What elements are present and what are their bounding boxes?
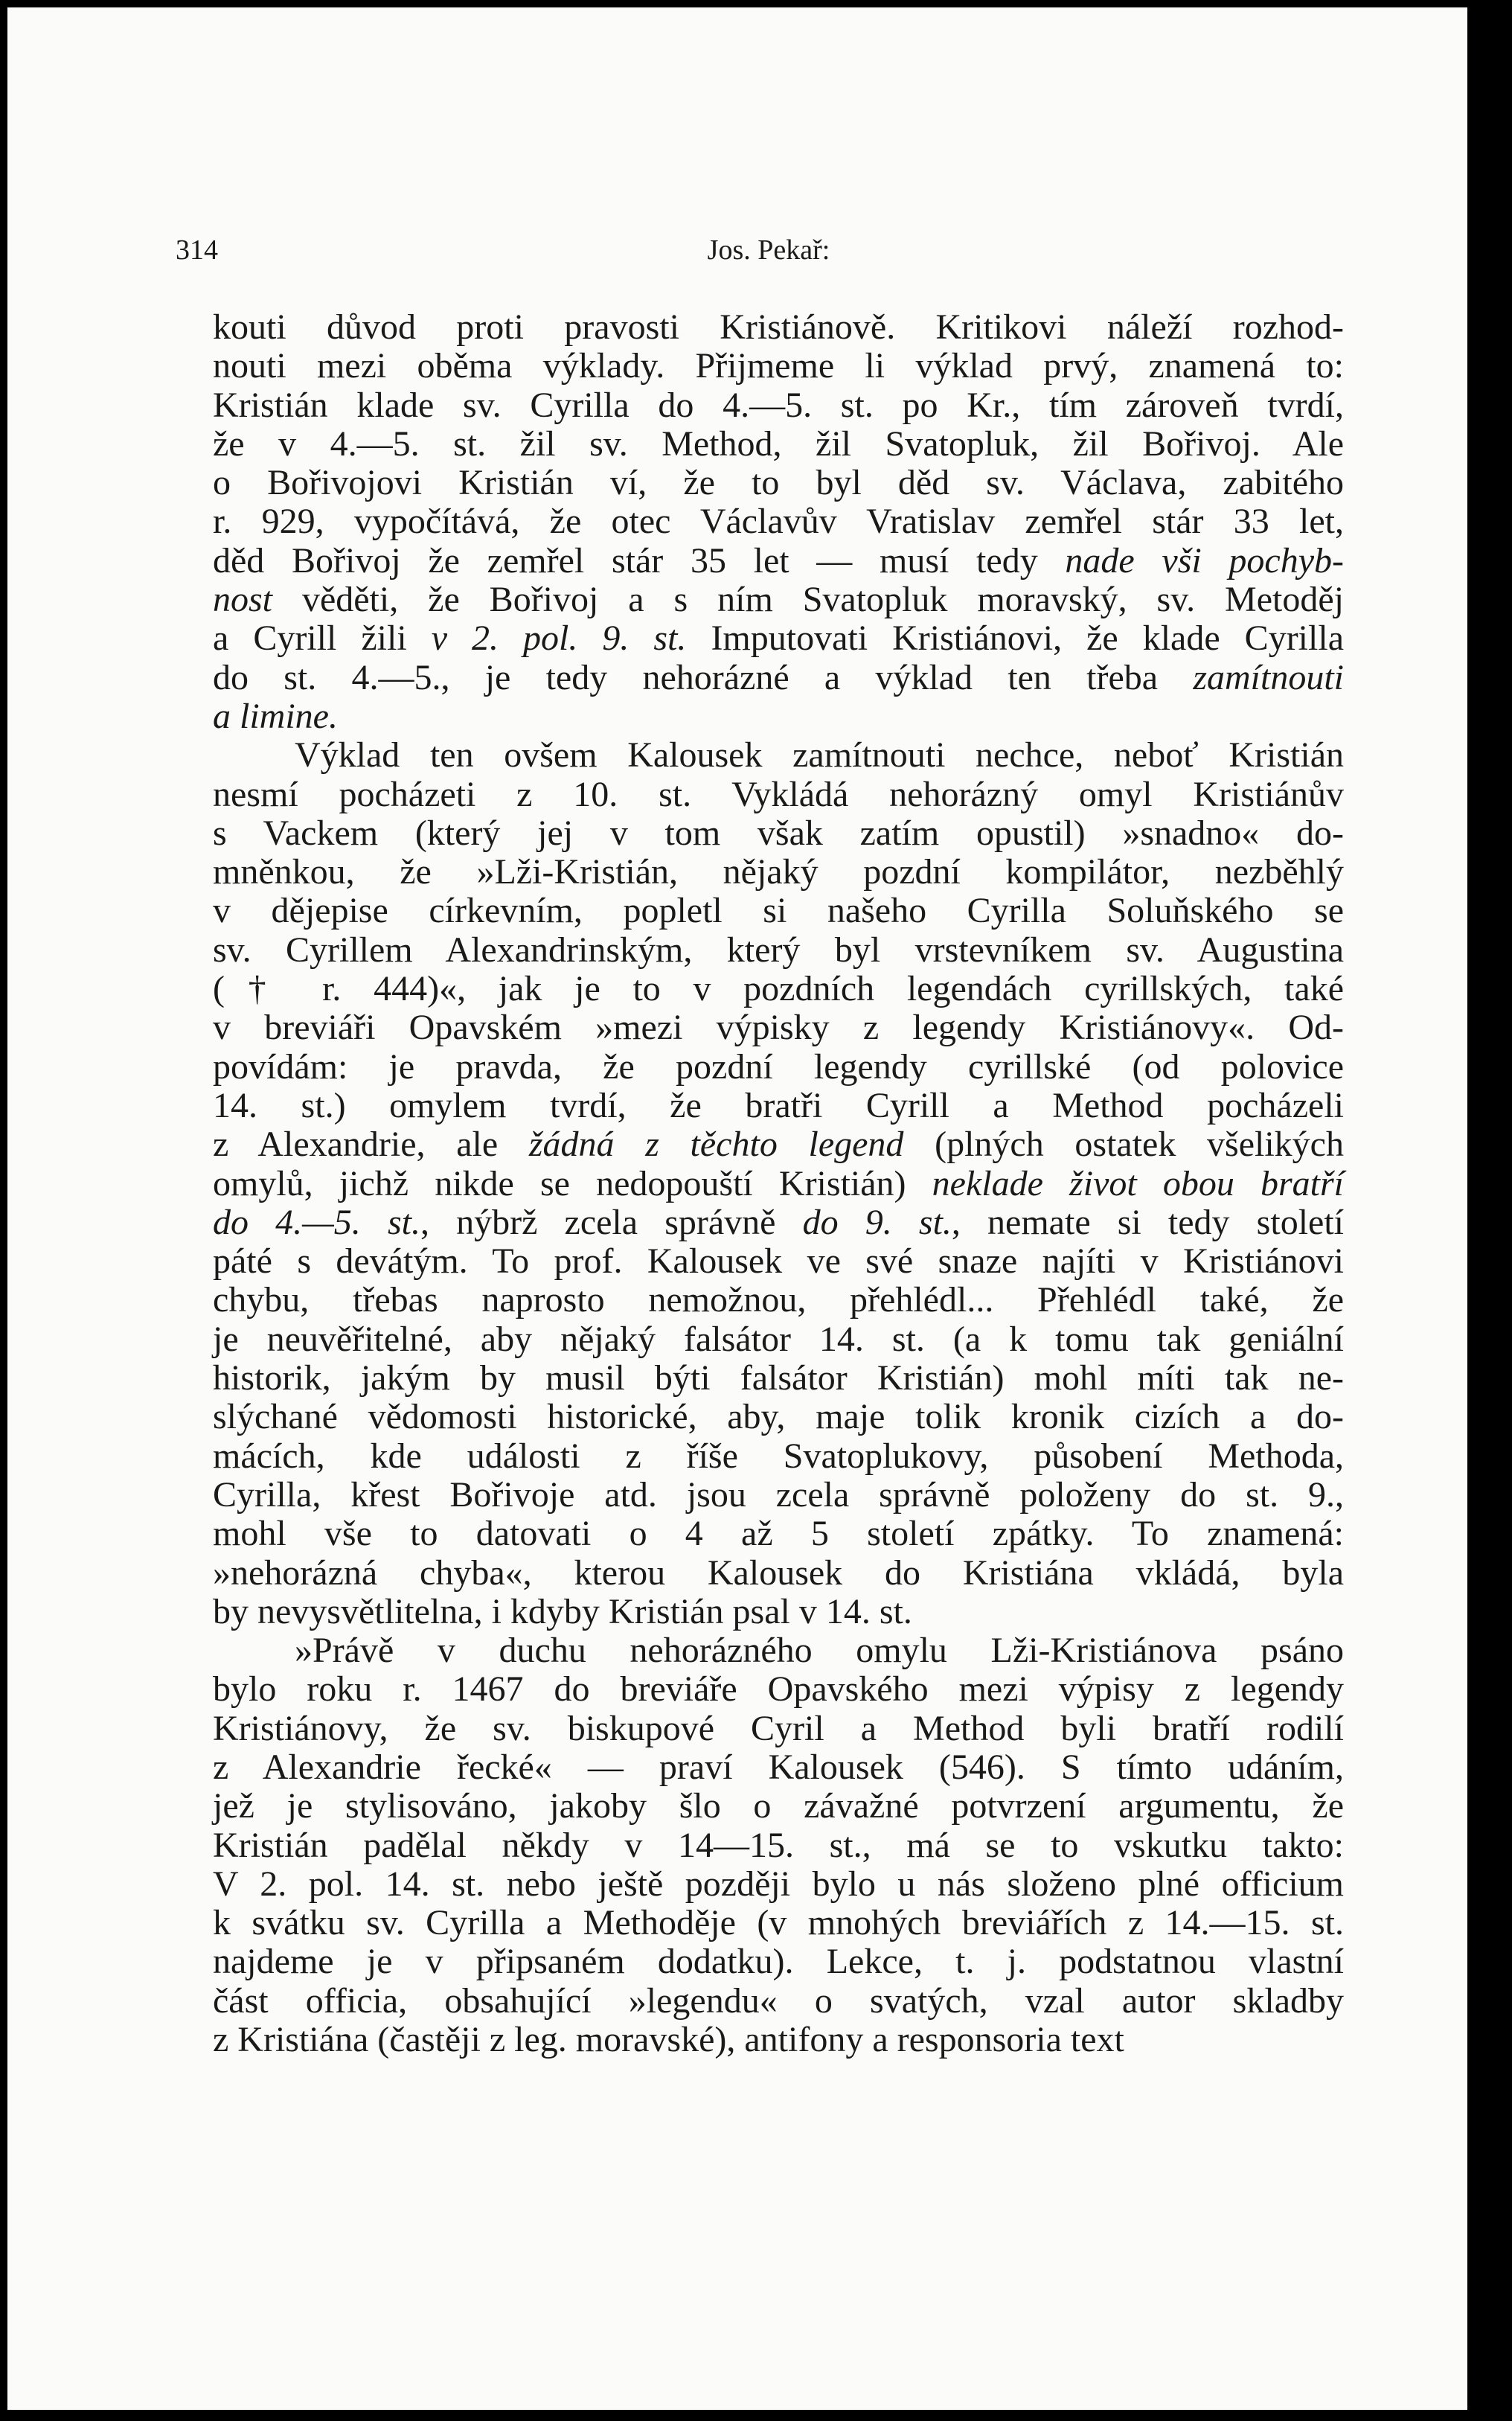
text-run: je neuvěřitelné, aby nějaký falsátor 14. st. (a k tomu tak geniální: [213, 1319, 1344, 1359]
text-line: [213, 464, 1344, 502]
text-run: nouti mezi oběma výklady. Přijmeme li výklad prvý, znamená to:: [213, 346, 1344, 386]
text-run: povídám: je pravda, že pozdní legendy cyrillské (od polovice: [213, 1046, 1344, 1087]
text-run: bylo roku r. 1467 do breviáře Opavského mezi výpisy z legendy: [213, 1669, 1344, 1710]
italic-run: do 9. st.: [802, 1202, 952, 1242]
italic-run: do 4.—5. st.: [213, 1202, 420, 1242]
text-run: »nehorázná chyba«, kterou Kalousek do Kristiána vkládá, byla: [213, 1552, 1344, 1593]
text-run: omylů, jichž nikde se nedopouští Kristián): [213, 1163, 932, 1203]
text-run: děd Bořivoj že zemřel stár 35 let — musí tedy: [213, 540, 1066, 581]
text-line: [213, 814, 1344, 853]
text-run: s Vackem (který jej v tom však zatím opustil) »snadno« do-: [213, 813, 1344, 853]
text-run: Imputovati Kristiánovi, že klade Cyrilla: [686, 618, 1344, 659]
text-run: mácích, kde události z říše Svatoplukovy, působení Methoda,: [213, 1436, 1344, 1476]
page-header: [176, 228, 1362, 272]
italic-run: nade vši pochyb-: [1065, 540, 1344, 581]
text-line: [213, 1165, 1344, 1203]
text-line: [213, 892, 1344, 930]
text-run: o Bořivojovi Kristián ví, že to byl děd sv. Václava, zabitého: [213, 463, 1344, 503]
text-run: v breviáři Opavském »mezi výpisky z legendy Kristiánovy«. Od-: [213, 1008, 1344, 1048]
text-line: [213, 581, 1344, 619]
text-line: [213, 1710, 1344, 1748]
text-run: 14. st.) omylem tvrdí, že bratři Cyrill a Method pocházeli: [213, 1085, 1344, 1125]
text-run: by nevysvětlitelna, i kdyby Kristián psal v 14. st.: [213, 1591, 912, 1631]
body-text: [213, 308, 1344, 2059]
italic-run: nost: [213, 580, 273, 620]
text-run: Kristián klade sv. Cyrilla do 4.—5. st. po Kr., tím zároveň tvrdí,: [213, 385, 1344, 425]
text-run: Kristián padělal někdy v 14—15. st., má se to vskutku takto:: [213, 1825, 1344, 1865]
text-run: r. 929, vypočítává, že otec Václavův Vratislav zemřel stár 33 let,: [213, 502, 1344, 542]
text-line: [213, 1087, 1344, 1125]
text-run: »Právě v duchu nehorázného omylu Lži-Kristiánova psáno: [295, 1631, 1344, 1671]
italic-run: žádná z těchto legend: [528, 1125, 904, 1165]
text-line: [213, 1787, 1344, 1826]
text-line: [213, 1437, 1344, 1476]
text-run: sv. Cyrillem Alexandrinským, který byl vrstevníkem sv. Augustina: [213, 930, 1344, 970]
italic-run: a limine.: [213, 696, 338, 736]
text-run: († r. 444)«, jak je to v pozdních legendách cyrillských, také: [213, 969, 1344, 1009]
text-run: kouti důvod proti pravosti Kristiánově. Kritikovi náleží rozhod-: [213, 307, 1344, 347]
text-run: páté s devátým. To prof. Kalousek ve své snaze najíti v Kristiánovi: [213, 1241, 1344, 1282]
text-line: [213, 1593, 1344, 1631]
text-run: k svátku sv. Cyrilla a Methoděje (v mnohých breviářích z 14.—15. st.: [213, 1903, 1344, 1943]
text-run: historik, jakým by musil býti falsátor Kristián) mohl míti tak ne-: [213, 1358, 1344, 1398]
text-run: nesmí pocházeti z 10. st. Vykládá nehorázný omyl Kristiánův: [213, 774, 1344, 814]
text-run: z Kristiána (častěji z leg. moravské), antifony a responsoria text: [213, 2020, 1124, 2060]
text-run: do st. 4.—5., je tedy nehorázné a výklad ten třeba: [213, 657, 1194, 697]
text-line: [213, 347, 1344, 386]
text-line: [213, 2021, 1344, 2059]
text-line: [213, 1203, 1344, 1242]
text-line: [213, 1242, 1344, 1281]
page-number: 314: [176, 234, 218, 266]
text-line: [213, 502, 1344, 541]
text-run: chybu, třebas naprosto nemožnou, přehlédl... Přehlédl také, že: [213, 1280, 1344, 1320]
text-line: [213, 697, 1344, 736]
scanned-page: [7, 7, 1467, 2410]
text-line: [213, 1554, 1344, 1593]
text-line: [213, 1670, 1344, 1709]
text-line: [213, 1359, 1344, 1398]
text-run: jež je stylisováno, jakoby šlo o závažné potvrzení argumentu, že: [213, 1786, 1344, 1826]
text-run: , nýbrž zcela správně: [420, 1202, 803, 1242]
text-line: [213, 1942, 1344, 1981]
text-line: [213, 1826, 1344, 1865]
text-run: a Cyrill žili: [213, 618, 432, 659]
italic-run: v 2. pol. 9. st.: [431, 618, 687, 659]
text-run: v dějepise církevním, popletl si našeho Cyrilla Soluňského se: [213, 891, 1344, 931]
text-line: [213, 1048, 1344, 1087]
text-run: z Alexandrie řecké« — praví Kalousek (546). S tímto udáním,: [213, 1747, 1344, 1787]
text-run: že v 4.—5. st. žil sv. Method, žil Svatopluk, žil Bořivoj. Ale: [213, 423, 1344, 464]
text-line: [213, 775, 1344, 814]
text-line: [213, 1982, 1344, 2021]
text-line: [213, 659, 1344, 697]
text-run: (plných ostatek všelikých: [903, 1125, 1344, 1165]
text-line: [213, 1631, 1344, 1670]
text-line: [213, 1865, 1344, 1904]
text-line: [213, 1515, 1344, 1553]
text-line: [213, 1320, 1344, 1359]
text-run: věděti, že Bořivoj a s ním Svatopluk moravský, sv. Metoděj: [272, 580, 1344, 620]
text-line: [213, 1748, 1344, 1787]
text-line: [213, 970, 1344, 1008]
text-line: [213, 1476, 1344, 1515]
text-line: [213, 1281, 1344, 1320]
text-line: [213, 1904, 1344, 1942]
italic-run: zamítnouti: [1193, 657, 1344, 697]
text-line: [213, 736, 1344, 775]
text-line: [213, 425, 1344, 464]
text-run: V 2. pol. 14. st. nebo ještě později bylo u nás složeno plné officium: [213, 1864, 1344, 1904]
text-run: mněnkou, že »Lži-Kristián, nějaký pozdní kompilátor, nezběhlý: [213, 852, 1344, 892]
text-run: část officia, obsahující »legendu« o svatých, vzal autor skladby: [213, 1980, 1344, 2021]
text-line: [213, 386, 1344, 425]
text-line: [213, 1398, 1344, 1436]
text-run: mohl vše to datovati o 4 až 5 století zpátky. To znamená:: [213, 1514, 1344, 1554]
text-run: najdeme je v připsaném dodatku). Lekce, t. j. podstatnou vlastní: [213, 1942, 1344, 1982]
text-run: , nemate si tedy století: [951, 1202, 1345, 1242]
text-run: Kristiánovy, že sv. biskupové Cyril a Method byli bratří rodilí: [213, 1708, 1344, 1748]
text-run: Výklad ten ovšem Kalousek zamítnouti nechce, neboť Kristián: [295, 735, 1344, 775]
text-run: Cyrilla, křest Bořivoje atd. jsou zcela správně položeny do st. 9.,: [213, 1474, 1344, 1515]
text-line: [213, 542, 1344, 581]
text-line: [213, 1125, 1344, 1164]
text-run: slýchané vědomosti historické, aby, maje tolik kronik cizích a do-: [213, 1397, 1344, 1437]
text-line: [213, 619, 1344, 658]
running-title: Jos. Pekař:: [707, 234, 830, 266]
text-line: [213, 308, 1344, 347]
italic-run: neklade život obou bratří: [932, 1163, 1345, 1203]
text-line: [213, 931, 1344, 970]
text-line: [213, 853, 1344, 892]
text-line: [213, 1008, 1344, 1047]
text-run: z Alexandrie, ale: [213, 1125, 529, 1165]
